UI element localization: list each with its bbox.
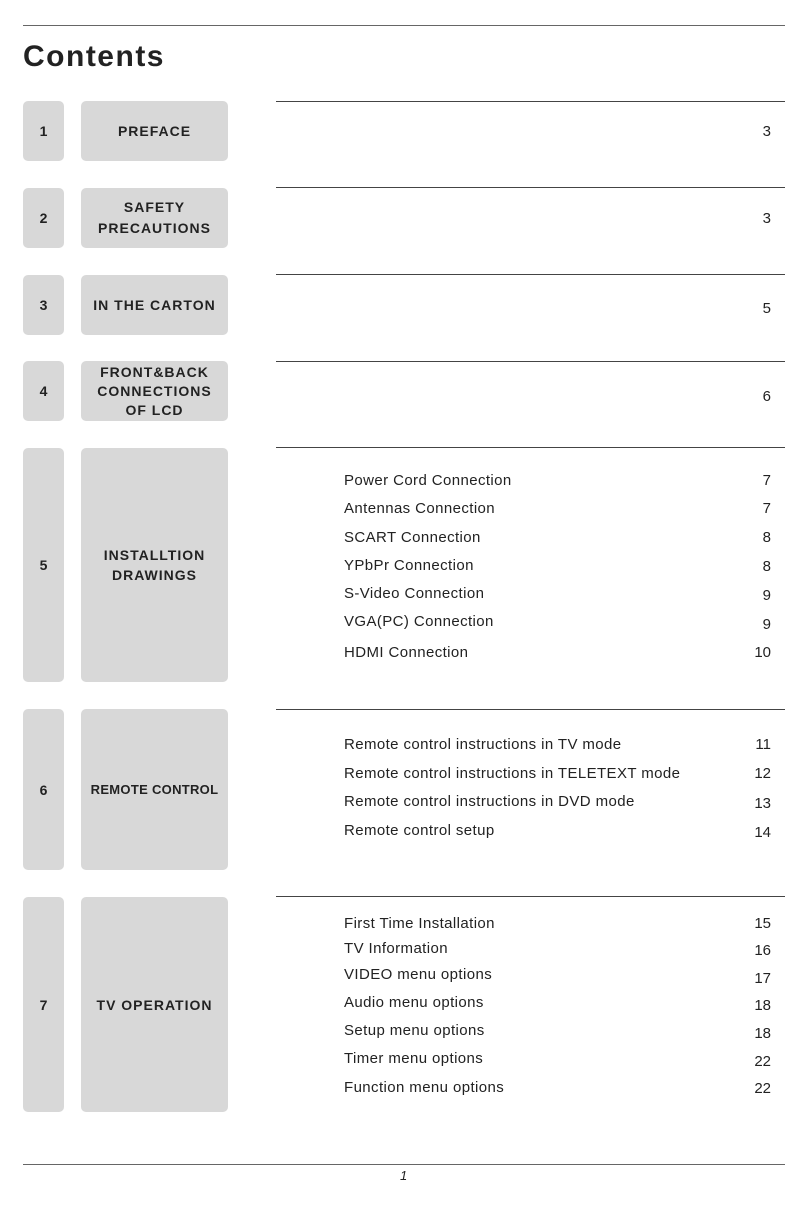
toc-item-page[interactable]: 9: [762, 587, 771, 604]
section-divider: [276, 447, 785, 448]
section-number-box: 3: [23, 275, 64, 335]
top-rule: [23, 25, 785, 26]
section-divider: [276, 187, 785, 188]
toc-item-page[interactable]: 12: [754, 765, 771, 782]
section-label-box[interactable]: IN THE CARTON: [81, 275, 228, 335]
toc-item[interactable]: Remote control instructions in TELETEXT mode: [344, 765, 681, 782]
toc-item[interactable]: VIDEO menu options: [344, 966, 493, 983]
toc-item-page[interactable]: 16: [754, 942, 771, 959]
toc-item-page[interactable]: 7: [762, 472, 771, 489]
toc-item[interactable]: Antennas Connection: [344, 500, 496, 517]
toc-item[interactable]: Remote control instructions in DVD mode: [344, 793, 635, 810]
page-title: Contents: [23, 40, 165, 73]
toc-item-page[interactable]: 22: [754, 1053, 771, 1070]
toc-item[interactable]: VGA(PC) Connection: [344, 613, 494, 630]
toc-item-page[interactable]: 15: [754, 915, 771, 932]
toc-item[interactable]: Remote control instructions in TV mode: [344, 736, 622, 753]
toc-item[interactable]: Audio menu options: [344, 994, 484, 1011]
toc-item[interactable]: Timer menu options: [344, 1050, 484, 1067]
toc-item-page[interactable]: 18: [754, 1025, 771, 1042]
toc-item[interactable]: TV Information: [344, 940, 448, 957]
toc-item-page[interactable]: 11: [755, 736, 771, 753]
section-page-number[interactable]: 5: [762, 300, 771, 317]
toc-item-page[interactable]: 7: [762, 500, 771, 517]
toc-item[interactable]: Setup menu options: [344, 1022, 485, 1039]
toc-item[interactable]: First Time Installation: [344, 915, 495, 932]
toc-item-page[interactable]: 13: [754, 795, 771, 812]
section-number-box: 7: [23, 897, 64, 1112]
toc-item-page[interactable]: 8: [762, 558, 771, 575]
bottom-rule: [23, 1164, 785, 1165]
toc-item-page[interactable]: 17: [754, 970, 771, 987]
section-divider: [276, 101, 785, 102]
toc-item[interactable]: Function menu options: [344, 1079, 505, 1096]
section-label-box[interactable]: FRONT&BACK CONNECTIONS OF LCD: [81, 361, 228, 421]
section-divider: [276, 361, 785, 362]
toc-item-page[interactable]: 18: [754, 997, 771, 1014]
section-number-box: 4: [23, 361, 64, 421]
section-page-number[interactable]: 3: [762, 123, 771, 140]
section-page-number[interactable]: 6: [762, 388, 771, 405]
section-number-box: 5: [23, 448, 64, 682]
section-number-box: 6: [23, 709, 64, 870]
section-divider: [276, 274, 785, 275]
toc-item[interactable]: SCART Connection: [344, 529, 481, 546]
toc-item-page[interactable]: 10: [754, 644, 771, 661]
section-page-number[interactable]: 3: [762, 210, 771, 227]
section-label-box[interactable]: SAFETY PRECAUTIONS: [81, 188, 228, 248]
section-divider: [276, 709, 785, 710]
section-label-box[interactable]: PREFACE: [81, 101, 228, 161]
toc-item-page[interactable]: 14: [754, 824, 771, 841]
toc-item[interactable]: Remote control setup: [344, 822, 495, 839]
toc-item-page[interactable]: 8: [762, 529, 771, 546]
section-number-box: 1: [23, 101, 64, 161]
section-label-box[interactable]: INSTALLTION DRAWINGS: [81, 448, 228, 682]
toc-item[interactable]: Power Cord Connection: [344, 472, 512, 489]
toc-item[interactable]: HDMI Connection: [344, 644, 469, 661]
toc-item[interactable]: YPbPr Connection: [344, 557, 474, 574]
footer-page-number: 1: [400, 1168, 408, 1183]
toc-item-page[interactable]: 22: [754, 1080, 771, 1097]
toc-item-page[interactable]: 9: [762, 616, 771, 633]
section-divider: [276, 896, 785, 897]
section-number-box: 2: [23, 188, 64, 248]
section-label-box[interactable]: REMOTE CONTROL: [81, 709, 228, 870]
section-label-box[interactable]: TV OPERATION: [81, 897, 228, 1112]
toc-item[interactable]: S-Video Connection: [344, 585, 485, 602]
